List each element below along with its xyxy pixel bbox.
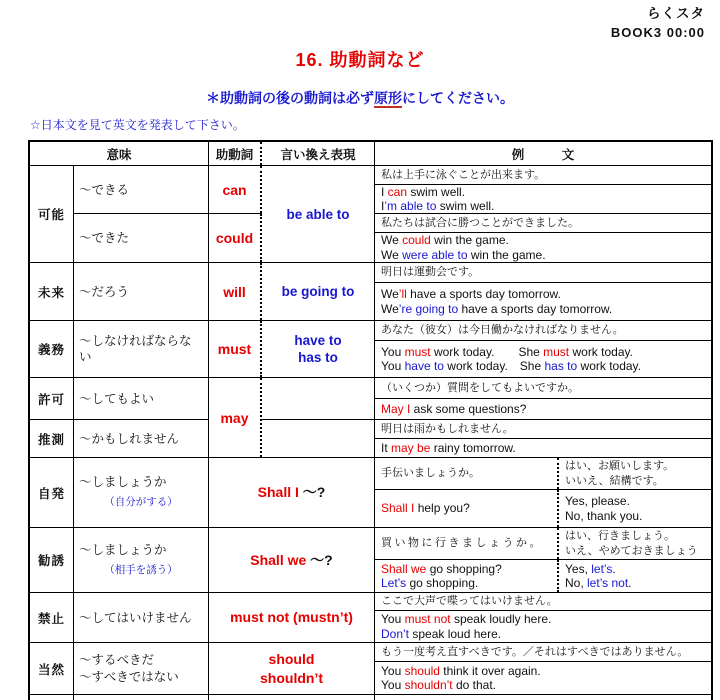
aux-cell-must: must [209, 321, 262, 377]
example-en-answers: Yes, let’s. No, let’s not. [557, 560, 711, 592]
meaning-sub: （相手を誘う） [104, 563, 178, 576]
section-may-group [30, 378, 711, 458]
meaning-cell [74, 458, 209, 527]
section-touzen [30, 643, 711, 695]
category-cell: 推測 [30, 420, 74, 457]
category-cell-empty [30, 695, 74, 700]
example-en-answers: Yes, please. No, thank you. [557, 490, 711, 527]
example-en-row [375, 490, 711, 527]
example-column [375, 263, 711, 320]
section-kinshi [30, 593, 711, 643]
example-column [375, 593, 711, 642]
category-cell: 当然 [30, 643, 74, 694]
paraphrase-line: has to [298, 350, 338, 365]
header-aux: 助動詞 [209, 142, 262, 165]
auxiliary-verbs-table [28, 140, 713, 700]
example-en: I can swim well. I’m able to swim well. [375, 185, 711, 214]
section-kanou [30, 166, 711, 263]
table-header-row [30, 142, 711, 166]
aux-line: shouldn’t [260, 669, 323, 686]
example-column [375, 321, 711, 377]
category-cell: 禁止 [30, 593, 74, 642]
example-en-row [375, 560, 711, 592]
category-cell: 自発 [30, 458, 74, 527]
section-gimu [30, 321, 711, 378]
section-jihatsu [30, 458, 711, 528]
aux-line: should [268, 650, 315, 667]
aux-cell-will: will [209, 263, 262, 320]
kanou-middle-column [74, 166, 262, 262]
paraphrase-cell-empty [262, 378, 375, 420]
meaning-cell [74, 528, 209, 592]
aux-cell-should [209, 643, 375, 694]
example-en: Shall I help you? [381, 501, 470, 516]
example-jp: ここで大声で喋ってはいけません。 [375, 593, 711, 611]
row-kyoka [30, 378, 209, 420]
header-paraphrase: 言い換え表現 [262, 142, 375, 165]
row-suisoku [30, 420, 209, 457]
example-en: May I ask some questions? [375, 399, 711, 420]
subtitle [0, 88, 720, 108]
paraphrase-cell: be going to [262, 263, 375, 320]
example-jp: 手伝いましょうか。 [381, 467, 480, 479]
category-cell: 可能 [30, 166, 74, 262]
instruction-note: ☆日本文を見て英文を発表して下さい。 [30, 118, 245, 132]
example-column [375, 378, 711, 457]
section-kanyu [30, 528, 711, 593]
example-en: You should think it over again. You shouldn’t do that. [381, 663, 541, 692]
subtitle-post: にしてください。 [402, 90, 514, 106]
meaning-cell: ～できる [74, 166, 209, 213]
category-cell: 義務 [30, 321, 74, 377]
paraphrase-cell [262, 321, 375, 377]
aux-cell-can: can [209, 166, 262, 213]
aux-cell-could: could [209, 214, 262, 262]
brand-text: らくスタ [647, 6, 705, 21]
header-meaning: 意味 [30, 142, 209, 165]
aux-cell-shall-i: Shall I ～? [209, 458, 375, 527]
category-cell: 許可 [30, 378, 74, 419]
subtitle-underlined-word: 原形 [374, 90, 402, 106]
meaning-cell: ～しなければならない [74, 321, 209, 377]
example-jp: 買い物に行きましょうか。 [381, 537, 543, 549]
example-en: We could win the game. We were able to win the game. [381, 233, 546, 262]
meaning-cell: ～だろう [74, 263, 209, 320]
meaning-cell: ～してはいけません [74, 593, 209, 642]
kanou-row-dekiru [74, 166, 262, 214]
section-mirai [30, 263, 711, 321]
paraphrase-cell-empty [262, 420, 375, 457]
header-example: 例 文 [511, 147, 575, 162]
example-jp: 明日は運動会です。 [375, 263, 711, 283]
aux-cell-may: may [209, 378, 262, 457]
kanou-row-dekita [74, 214, 262, 262]
meaning-main: ～しましょうか [79, 542, 167, 557]
page-title: 16. 助動詞など [295, 50, 425, 70]
category-cell: 未来 [30, 263, 74, 320]
example-column [375, 643, 711, 694]
subtitle-pre: ＊助動詞の後の動詞は必ず [206, 90, 374, 106]
meaning-cell-empty [74, 695, 209, 700]
category-cell: 勧誘 [30, 528, 74, 592]
example-en: You must work today. She must work today. You have to work today. She has to work today. [381, 344, 641, 373]
example-jp-answers: はい、行きましょう。 いえ、やめておきましょう [557, 528, 711, 559]
meaning-cell [74, 643, 209, 694]
meaning-cell: ～してもよい [74, 378, 209, 419]
may-left-column [30, 378, 209, 457]
example-jp: 私たちは試合に勝つことができました。 [375, 214, 711, 233]
paraphrase-column-empty [262, 378, 375, 457]
meaning-cell: ～かもしれません [74, 420, 209, 457]
meaning-main: ～しましょうか [79, 475, 167, 489]
meaning-line: ～するべきだ [79, 652, 155, 667]
meaning-cell: ～できた [74, 214, 209, 262]
section-next-cutoff [30, 695, 711, 700]
paraphrase-cell: be able to [262, 166, 375, 262]
meaning-sub: （自分がする） [104, 496, 178, 508]
example-column [375, 166, 711, 262]
example-jp-row [375, 528, 711, 560]
example-en: We’ll have a sports day tomorrow. We’re going to have a sports day tomorrow. [381, 287, 613, 316]
example-jp: （いくつか）質問をしてもよいですか。 [375, 378, 711, 399]
meaning-line: ～すべきではない [79, 669, 179, 684]
example-jp-row [375, 458, 711, 490]
example-column [375, 528, 711, 592]
paraphrase-line: have to [294, 333, 342, 348]
book-code: BOOK3 00:00 [610, 25, 705, 40]
aux-cell-shall-we: Shall we ～? [209, 528, 375, 592]
example-jp: あなた（彼女）は今日働かなければなりません。 [375, 321, 711, 341]
example-en: Shall we go shopping? Let’s go shopping. [381, 561, 502, 590]
example-en: You must not speak loudly here. Don’t speak loud here. [381, 612, 552, 641]
example-jp: 私は上手に泳ぐことが出来ます。 [375, 166, 711, 185]
aux-cell-must-not: must not (mustn’t) [209, 593, 375, 642]
example-column [375, 458, 711, 527]
example-jp-answers: はい、お願いします。 いいえ、結構です。 [557, 458, 711, 489]
page-header-right [611, 5, 705, 41]
example-jp: 明日は雨かもしれません。 [375, 420, 711, 439]
example-en: It may be rainy tomorrow. [381, 440, 516, 455]
example-jp: もう一度考え直すべきです。／それはすべきではありません。 [375, 643, 711, 662]
aux-cell-empty [209, 695, 375, 700]
example-cell-empty [375, 695, 711, 700]
